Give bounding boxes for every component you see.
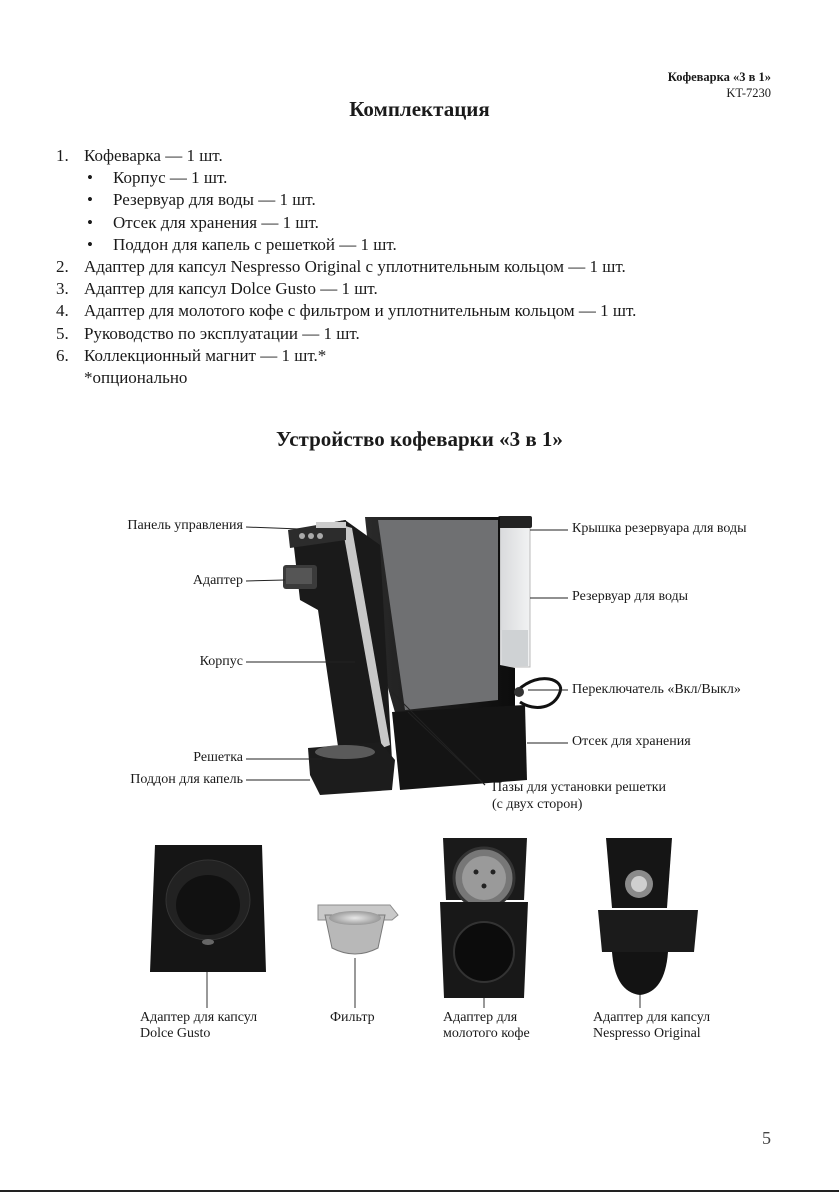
caption-dolce-gusto-name: Dolce Gusto xyxy=(140,1026,211,1041)
panel-leds xyxy=(316,522,346,528)
label-storage: Отсек для хранения xyxy=(572,734,691,749)
bullet: • xyxy=(87,234,93,254)
caption-nespresso-name: Nespresso Original xyxy=(593,1026,701,1041)
item-text: Корпус — 1 шт. xyxy=(113,168,228,188)
item-number: 6. xyxy=(56,345,69,365)
item-number: 1. xyxy=(56,146,69,165)
caption-ground-coffee-name: молотого кофе xyxy=(443,1026,530,1041)
item-number: 5. xyxy=(56,323,69,343)
bullet: • xyxy=(87,190,93,210)
label-body: Корпус xyxy=(199,654,243,669)
item-text: Поддон для капель с решеткой — 1 шт. xyxy=(113,234,397,254)
caption-nespresso: Адаптер для капсул xyxy=(593,1010,711,1025)
label-power-switch: Переключатель «Вкл/Выкл» xyxy=(572,682,741,697)
ground-coffee-adapter-illustration xyxy=(440,838,528,1008)
footnote: *опционально xyxy=(84,368,188,388)
grate xyxy=(315,745,375,759)
item-text: Кофеварка — 1 шт. xyxy=(84,146,223,165)
label-grate-slots: Пазы для установки решетки xyxy=(492,780,667,795)
bottom-rule xyxy=(0,1190,839,1192)
section-title-device: Устройство кофеварки «3 в 1» xyxy=(276,427,563,451)
item-text: Коллекционный магнит — 1 шт.* xyxy=(84,345,327,365)
nespresso-adapter-illustration xyxy=(598,838,698,1008)
page-number: 5 xyxy=(762,1128,771,1148)
power-cord xyxy=(518,679,561,708)
water-level xyxy=(502,630,528,666)
label-reservoir-lid: Крышка резервуара для воды xyxy=(572,521,747,536)
dolce-gusto-adapter-illustration xyxy=(150,845,266,1008)
bullet: • xyxy=(87,212,93,232)
power-switch xyxy=(514,687,524,697)
label-drip-tray: Поддон для капель xyxy=(130,772,243,787)
caption-ground-coffee: Адаптер для xyxy=(443,1010,518,1025)
item-number: 3. xyxy=(56,279,69,299)
label-grate: Решетка xyxy=(193,750,243,765)
item-text: Адаптер для капсул Nespresso Original с уплотнительным кольцом — 1 шт. xyxy=(84,257,626,277)
item-text: Руководство по эксплуатации — 1 шт. xyxy=(84,323,360,343)
label-adapter: Адаптер xyxy=(192,573,243,588)
caption-dolce-gusto: Адаптер для капсул xyxy=(140,1010,258,1025)
document-title: Кофеварка «3 в 1» xyxy=(667,70,771,84)
tank-lid xyxy=(498,516,532,528)
front-column xyxy=(292,520,392,760)
model-number: KT-7230 xyxy=(726,86,771,100)
bullet: • xyxy=(87,168,93,188)
item-number: 2. xyxy=(56,257,69,277)
label-grate-slots-note: (с двух сторон) xyxy=(492,797,583,812)
item-text: Адаптер для капсул Dolce Gusto — 1 шт. xyxy=(84,279,378,299)
item-text: Адаптер для молотого кофе с фильтром и уплотнительным кольцом — 1 шт. xyxy=(84,301,637,321)
filter-illustration xyxy=(318,905,398,1008)
item-text: Резервуар для воды — 1 шт. xyxy=(113,190,316,210)
section-title-contents: Комплектация xyxy=(349,97,490,121)
label-reservoir: Резервуар для воды xyxy=(572,589,689,604)
label-control-panel: Панель управления xyxy=(127,518,243,533)
item-number: 4. xyxy=(56,301,69,321)
item-text: Отсек для хранения — 1 шт. xyxy=(113,212,319,232)
caption-filter: Фильтр xyxy=(330,1010,375,1025)
coffee-machine-illustration xyxy=(283,516,561,795)
storage-base xyxy=(392,705,527,790)
